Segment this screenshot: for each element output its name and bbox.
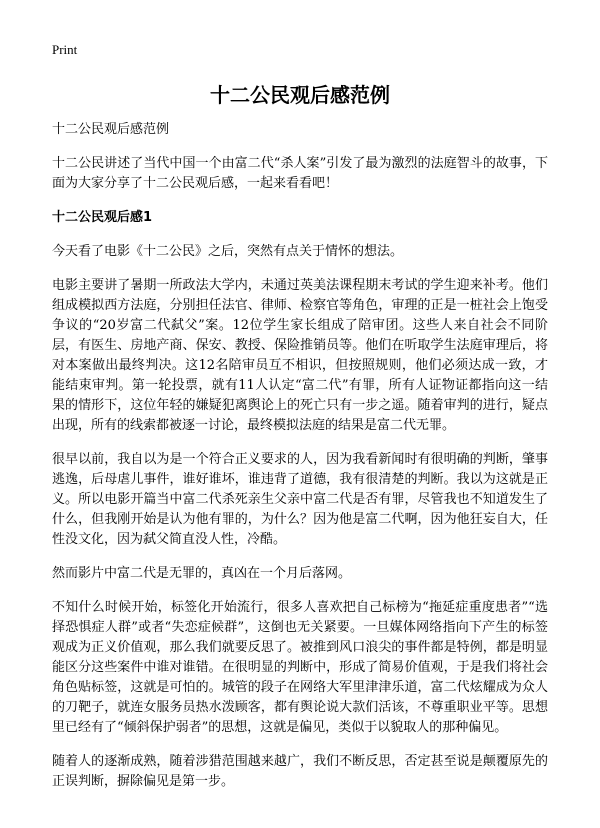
section-heading: 十二公民观后感1 xyxy=(52,210,153,225)
body-paragraphs xyxy=(52,242,548,792)
paragraph: 电影主要讲了暑期一所政法大学内，未通过英美法课程期末考试的学生迎来补考。他们组成模拟西方法庭，分别担任法官、律师、检察官等角色，审理的正是一桩社会上饱受争议的“20岁富二代弑父”案。12位学生家长组成了陪审团。这些人来自社会不同阶层，有医生、房地产商、保安、教授、保险推销员等。他们在听取学生法庭审理后，将对本案做出最终判决。这12名陪审员互不相识，但按照规则，他们必须达成一致，才能结束审判。第一轮投票，就有11人认定“富二代”有罪，所有人证物证都指向这一结果的情形下，这位年轻的嫌疑犯离舆论上的死亡只有一步之遥。随着审判的进行，疑点出现，所有的线索都被逐一讨论，最终模拟法庭的结果是富二代无罪。 xyxy=(52,278,548,433)
paragraph: 不知什么时候开始，标签化开始流行，很多人喜欢把自己标榜为“拖延症重度患者”“选择恐惧症人群”或者“失恋症候群”，这倒也无关紧要。一旦媒体网络指向下产生的标签观成为正义价值观，那么我们就要反思了。被推到风口浪尖的事件都是特例，都是明显能区分这些案件中谁对谁错。在很明显的判断中，形成了简易价值观，于是我们将社会角色贴标签，这就是可怕的。城管的段子在网络大军里津津乐道，富二代炫耀成为众人的刀靶子，就连女服务员热水泼顾客，都有舆论说大款们活该，不尊重职业平等。思想里已经有了“倾斜保护弱者”的思想，这就是偏见，类似于以貌取人的那种偏见。 xyxy=(52,600,548,735)
paragraph: 随着人的逐渐成熟，随着涉猎范围越来越广，我们不断反思，否定甚至说是颠覆原先的正误判断，摒除偏见是第一步。 xyxy=(52,754,548,789)
paragraph: 然而影片中富二代是无罪的，真凶在一个月后落网。 xyxy=(52,566,352,581)
paragraph: 今天看了电影《十二公民》之后，突然有点关于情怀的想法。 xyxy=(52,244,404,259)
paragraph: 很早以前，我自以为是一个符合正义要求的人，因为我看新闻时有很明确的判断，肇事逃逸，后母虐儿事件，谁好谁坏，谁违背了道德，我有很清楚的判断。我以为这就是正义。所以电影开篇当中富二代杀死亲生父亲中富二代是否有罪，尽管我也不知道发生了什么，但我刚开始是认为他有罪的，为什么？因为他是富二代啊，因为他狂妄自大，任性没文化，因为弑父简直没人性，冷酷。 xyxy=(52,452,548,547)
document-title: 十二公民观后感范例 xyxy=(210,83,390,107)
subtitle-line: 十二公民观后感范例 xyxy=(52,122,170,137)
intro-paragraph: 十二公民讲述了当代中国一个由富二代“杀人案”引发了最为激烈的法庭智斗的故事，下面为大家分享了十二公民观后感，一起来看看吧！ xyxy=(52,156,548,191)
print-label: Print xyxy=(52,42,78,57)
